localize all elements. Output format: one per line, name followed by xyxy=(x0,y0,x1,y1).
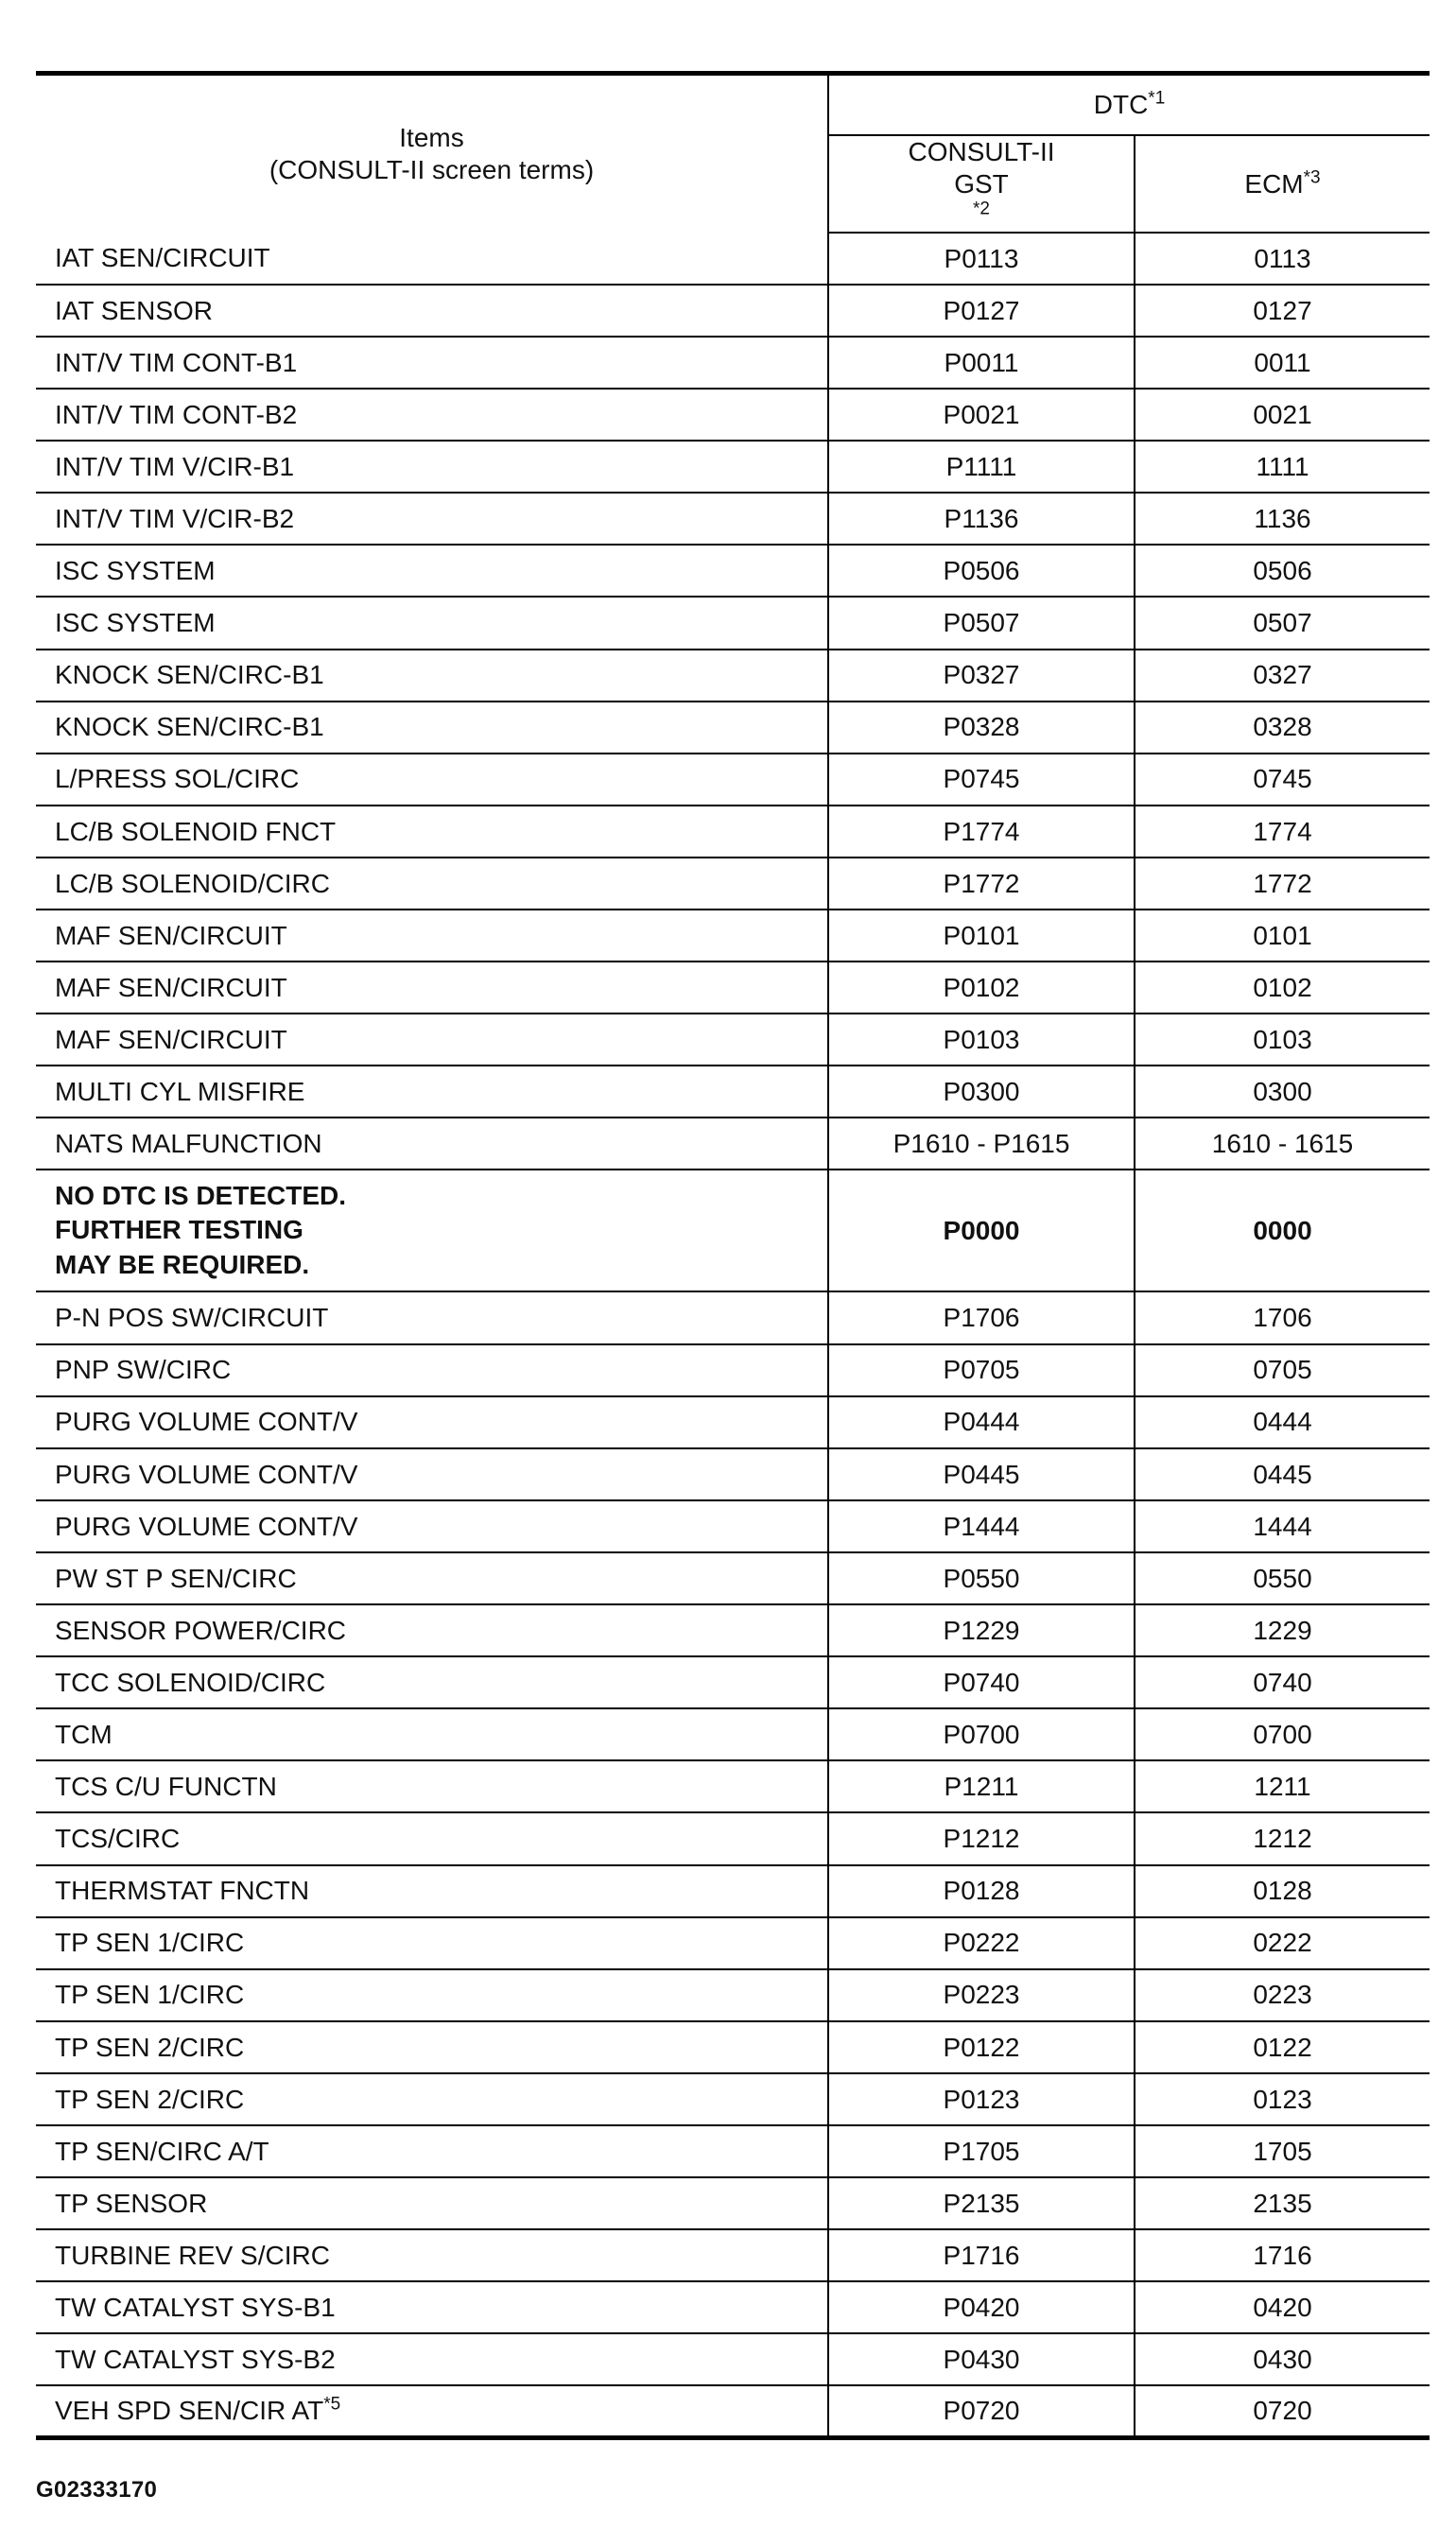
item-cell xyxy=(36,806,828,858)
item-cell xyxy=(36,1656,828,1708)
items-header-line2: (CONSULT-II screen terms) xyxy=(269,154,595,184)
item-cell xyxy=(36,1170,828,1291)
item-text: TCS C/U FUNCTN xyxy=(55,1772,277,1802)
ecm-code-cell: 0123 xyxy=(1135,2073,1430,2125)
consult-gst-code-cell: P0103 xyxy=(828,1014,1135,1066)
table-row xyxy=(36,441,1430,493)
table-row xyxy=(36,1708,1430,1760)
item-cell xyxy=(36,1552,828,1604)
item-text: PURG VOLUME CONT/V xyxy=(55,1459,358,1489)
item-cell xyxy=(36,962,828,1014)
consult-gst-code-cell: P1706 xyxy=(828,1291,1135,1343)
table-row xyxy=(36,493,1430,545)
item-text: INT/V TIM V/CIR-B1 xyxy=(55,451,295,481)
table-row xyxy=(36,1118,1430,1170)
table-row xyxy=(36,2229,1430,2281)
ecm-code-cell: 0011 xyxy=(1135,337,1430,389)
item-text: TP SEN 1/CIRC xyxy=(55,1928,245,1958)
items-column-header xyxy=(36,74,828,233)
ecm-code-cell: 0420 xyxy=(1135,2281,1430,2333)
ecm-code-cell: 0021 xyxy=(1135,389,1430,441)
table-row xyxy=(36,233,1430,285)
consult-gst-code-cell: P1610 - P1615 xyxy=(828,1118,1135,1170)
item-cell xyxy=(36,1708,828,1760)
dtc-header-label: DTC xyxy=(1093,90,1149,120)
table-row xyxy=(36,2177,1430,2229)
ecm-code-cell: 1444 xyxy=(1135,1500,1430,1552)
item-cell xyxy=(36,1396,828,1448)
ecm-code-cell: 0222 xyxy=(1135,1917,1430,1969)
consult-gst-code-cell: P0445 xyxy=(828,1448,1135,1500)
ecm-code-cell: 0300 xyxy=(1135,1066,1430,1118)
consult-gst-code-cell: P0745 xyxy=(828,754,1135,806)
item-text: PW ST P SEN/CIRC xyxy=(55,1563,297,1593)
item-text: TCM xyxy=(55,1719,113,1749)
consult-gst-code-cell: P0223 xyxy=(828,1969,1135,2021)
ecm-code-cell: 1772 xyxy=(1135,858,1430,910)
table-row xyxy=(36,337,1430,389)
consult-gst-code-cell: P1136 xyxy=(828,493,1135,545)
consult-gst-code-cell: P0720 xyxy=(828,2385,1135,2437)
consult-gst-code-cell: P0444 xyxy=(828,1396,1135,1448)
item-cell xyxy=(36,1448,828,1500)
item-footnote-mark: *5 xyxy=(323,2395,341,2416)
consult-gst-code-cell: P1772 xyxy=(828,858,1135,910)
item-cell xyxy=(36,2073,828,2125)
consult-gst-code-cell: P0123 xyxy=(828,2073,1135,2125)
table-row xyxy=(36,1552,1430,1604)
item-text: TP SEN/CIRC A/T xyxy=(55,2136,269,2166)
item-text: PNP SW/CIRC xyxy=(55,1355,232,1385)
consult-gst-code-cell: P0300 xyxy=(828,1066,1135,1118)
dtc-table-sheet xyxy=(36,71,1430,2440)
item-text: SENSOR POWER/CIRC xyxy=(55,1615,347,1645)
item-cell xyxy=(36,1344,828,1396)
ecm-code-cell: 0507 xyxy=(1135,597,1430,649)
consult-gst-code-cell: P0222 xyxy=(828,1917,1135,1969)
dtc-header-note: *1 xyxy=(1148,88,1166,109)
item-cell xyxy=(36,597,828,649)
item-line: NO DTC IS DETECTED. xyxy=(55,1180,347,1210)
item-line: MAY BE REQUIRED. xyxy=(55,1250,310,1280)
ecm-code-cell: 0705 xyxy=(1135,1344,1430,1396)
table-row xyxy=(36,2073,1430,2125)
item-cell xyxy=(36,1500,828,1552)
table-row xyxy=(36,389,1430,441)
consult-gst-code-cell: P1211 xyxy=(828,1760,1135,1812)
consult-gst-code-cell: P1444 xyxy=(828,1500,1135,1552)
table-header xyxy=(36,74,1430,233)
ecm-code-cell: 1705 xyxy=(1135,2125,1430,2177)
table-row xyxy=(36,1448,1430,1500)
item-cell xyxy=(36,233,828,285)
item-text: INT/V TIM CONT-B1 xyxy=(55,347,298,377)
item-text: NATS MALFUNCTION xyxy=(55,1129,322,1159)
ecm-code-cell: 0102 xyxy=(1135,962,1430,1014)
item-cell xyxy=(36,1812,828,1864)
consult-gst-code-cell: P0430 xyxy=(828,2333,1135,2385)
consult-gst-code-cell: P0011 xyxy=(828,337,1135,389)
consult-gst-code-cell: P0000 xyxy=(828,1170,1135,1291)
consult-gst-code-cell: P0122 xyxy=(828,2021,1135,2073)
item-text: THERMSTAT FNCTN xyxy=(55,1876,310,1906)
item-text: L/PRESS SOL/CIRC xyxy=(55,764,300,794)
dtc-group-header xyxy=(828,74,1430,136)
ecm-code-cell: 0101 xyxy=(1135,910,1430,962)
consult-gst-code-cell: P1111 xyxy=(828,441,1135,493)
table-row xyxy=(36,1291,1430,1343)
ecm-column-header xyxy=(1135,135,1430,233)
item-cell xyxy=(36,1014,828,1066)
dtc-table xyxy=(36,71,1430,2440)
item-cell xyxy=(36,2021,828,2073)
consult-gst-code-cell: P1705 xyxy=(828,2125,1135,2177)
table-row xyxy=(36,1014,1430,1066)
item-cell xyxy=(36,441,828,493)
item-text: TCS/CIRC xyxy=(55,1824,181,1854)
item-cell xyxy=(36,1917,828,1969)
consult-gst-code-cell: P0700 xyxy=(828,1708,1135,1760)
ecm-code-cell: 0103 xyxy=(1135,1014,1430,1066)
item-text: TP SENSOR xyxy=(55,2188,208,2218)
ecm-header-label: ECM xyxy=(1244,168,1304,199)
consult-gst-code-cell: P0507 xyxy=(828,597,1135,649)
ecm-header-note: *3 xyxy=(1303,167,1321,188)
ecm-code-cell: 0122 xyxy=(1135,2021,1430,2073)
item-text: TURBINE REV S/CIRC xyxy=(55,2240,330,2270)
ecm-code-cell: 0745 xyxy=(1135,754,1430,806)
consult-gst-code-cell: P0420 xyxy=(828,2281,1135,2333)
item-text: TW CATALYST SYS-B1 xyxy=(55,2293,336,2322)
table-row xyxy=(36,1170,1430,1291)
table-row xyxy=(36,1604,1430,1656)
item-text: MULTI CYL MISFIRE xyxy=(55,1077,305,1107)
ecm-code-cell: 1212 xyxy=(1135,1812,1430,1864)
consult-gst-code-cell: P0021 xyxy=(828,389,1135,441)
table-row xyxy=(36,2333,1430,2385)
ecm-code-cell: 2135 xyxy=(1135,2177,1430,2229)
item-text: PURG VOLUME CONT/V xyxy=(55,1407,358,1437)
item-text: TP SEN 2/CIRC xyxy=(55,2032,245,2062)
item-cell xyxy=(36,1969,828,2021)
item-text: PURG VOLUME CONT/V xyxy=(55,1511,358,1541)
item-cell xyxy=(36,337,828,389)
consult-gst-code-cell: P1229 xyxy=(828,1604,1135,1656)
item-text: LC/B SOLENOID FNCT xyxy=(55,816,337,846)
table-row xyxy=(36,1066,1430,1118)
item-text: KNOCK SEN/CIRC-B1 xyxy=(55,712,324,742)
table-row xyxy=(36,597,1430,649)
item-text: ISC SYSTEM xyxy=(55,608,216,638)
table-row xyxy=(36,754,1430,806)
consult-gst-code-cell: P1716 xyxy=(828,2229,1135,2281)
item-cell xyxy=(36,858,828,910)
ecm-code-cell: 0327 xyxy=(1135,650,1430,702)
ecm-code-cell: 0128 xyxy=(1135,1865,1430,1917)
ecm-code-cell: 0223 xyxy=(1135,1969,1430,2021)
table-row xyxy=(36,1656,1430,1708)
item-cell xyxy=(36,2333,828,2385)
item-text: IAT SEN/CIRCUIT xyxy=(55,243,270,273)
item-line: FURTHER TESTING xyxy=(55,1215,303,1245)
table-row xyxy=(36,1969,1430,2021)
table-row xyxy=(36,285,1430,337)
consult-gst-code-cell: P1774 xyxy=(828,806,1135,858)
table-row xyxy=(36,1917,1430,1969)
item-cell xyxy=(36,1118,828,1170)
item-cell xyxy=(36,754,828,806)
consult-gst-code-cell: P0102 xyxy=(828,962,1135,1014)
item-text: LC/B SOLENOID/CIRC xyxy=(55,868,330,898)
table-row xyxy=(36,806,1430,858)
ecm-code-cell: 0000 xyxy=(1135,1170,1430,1291)
ecm-code-cell: 1610 - 1615 xyxy=(1135,1118,1430,1170)
figure-id-label: G02333170 xyxy=(36,2477,158,2503)
item-cell xyxy=(36,2177,828,2229)
consult-header-line1: CONSULT-II xyxy=(908,137,1055,166)
items-header-line1: Items xyxy=(399,123,464,153)
table-row xyxy=(36,1760,1430,1812)
ecm-code-cell: 0720 xyxy=(1135,2385,1430,2437)
item-text: VEH SPD SEN/CIR AT xyxy=(55,2396,324,2426)
item-text: IAT SENSOR xyxy=(55,295,214,325)
item-text: INT/V TIM CONT-B2 xyxy=(55,399,298,429)
item-text: MAF SEN/CIRCUIT xyxy=(55,1024,287,1054)
item-cell xyxy=(36,2385,828,2437)
consult-header-note: *2 xyxy=(973,199,990,219)
table-row xyxy=(36,1812,1430,1864)
item-cell xyxy=(36,493,828,545)
consult-header-line2: GST $^{*2}$ xyxy=(954,168,1009,219)
consult-gst-code-cell: P0740 xyxy=(828,1656,1135,1708)
ecm-code-cell: 0430 xyxy=(1135,2333,1430,2385)
item-text: MAF SEN/CIRCUIT xyxy=(55,972,287,1002)
item-cell xyxy=(36,2125,828,2177)
ecm-code-cell: 0113 xyxy=(1135,233,1430,285)
consult-gst-code-cell: P2135 xyxy=(828,2177,1135,2229)
table-body xyxy=(36,233,1430,2438)
ecm-code-cell: 0445 xyxy=(1135,1448,1430,1500)
item-cell xyxy=(36,2281,828,2333)
item-cell xyxy=(36,1066,828,1118)
table-row xyxy=(36,702,1430,754)
table-row xyxy=(36,1344,1430,1396)
ecm-code-cell: 1211 xyxy=(1135,1760,1430,1812)
ecm-code-cell: 0700 xyxy=(1135,1708,1430,1760)
item-cell xyxy=(36,1291,828,1343)
table-row xyxy=(36,1396,1430,1448)
ecm-code-cell: 1136 xyxy=(1135,493,1430,545)
ecm-code-cell: 1774 xyxy=(1135,806,1430,858)
item-cell xyxy=(36,1865,828,1917)
ecm-code-cell: 1229 xyxy=(1135,1604,1430,1656)
ecm-code-cell: 0740 xyxy=(1135,1656,1430,1708)
item-cell xyxy=(36,910,828,962)
table-row xyxy=(36,962,1430,1014)
item-text: ISC SYSTEM xyxy=(55,556,216,586)
item-cell xyxy=(36,545,828,597)
ecm-code-cell: 0550 xyxy=(1135,1552,1430,1604)
consult-column-header xyxy=(828,135,1135,233)
table-row xyxy=(36,2021,1430,2073)
consult-gst-code-cell: P0327 xyxy=(828,650,1135,702)
item-cell xyxy=(36,1760,828,1812)
item-cell xyxy=(36,650,828,702)
item-cell xyxy=(36,285,828,337)
consult-gst-code-cell: P0113 xyxy=(828,233,1135,285)
item-text: TP SEN 1/CIRC xyxy=(55,1980,245,2010)
table-row xyxy=(36,1500,1430,1552)
table-row xyxy=(36,1865,1430,1917)
consult-gst-code-cell: P0128 xyxy=(828,1865,1135,1917)
consult-gst-code-cell: P0127 xyxy=(828,285,1135,337)
item-cell xyxy=(36,389,828,441)
ecm-code-cell: 0444 xyxy=(1135,1396,1430,1448)
item-cell xyxy=(36,702,828,754)
consult-gst-code-cell: P1212 xyxy=(828,1812,1135,1864)
item-cell xyxy=(36,2229,828,2281)
table-row xyxy=(36,545,1430,597)
item-text: TW CATALYST SYS-B2 xyxy=(55,2345,336,2375)
ecm-code-cell: 1706 xyxy=(1135,1291,1430,1343)
ecm-code-cell: 1111 xyxy=(1135,441,1430,493)
item-text: P-N POS SW/CIRCUIT xyxy=(55,1303,329,1333)
item-text: KNOCK SEN/CIRC-B1 xyxy=(55,660,324,690)
item-text: MAF SEN/CIRCUIT xyxy=(55,920,287,950)
item-text: TP SEN 2/CIRC xyxy=(55,2084,245,2114)
table-row xyxy=(36,650,1430,702)
table-row xyxy=(36,2385,1430,2437)
consult-gst-code-cell: P0506 xyxy=(828,545,1135,597)
item-text: INT/V TIM V/CIR-B2 xyxy=(55,504,295,533)
ecm-code-cell: 0506 xyxy=(1135,545,1430,597)
ecm-code-cell: 0328 xyxy=(1135,702,1430,754)
table-row xyxy=(36,858,1430,910)
item-text: TCC SOLENOID/CIRC xyxy=(55,1667,326,1697)
ecm-code-cell: 0127 xyxy=(1135,285,1430,337)
consult-gst-code-cell: P0101 xyxy=(828,910,1135,962)
consult-gst-code-cell: P0328 xyxy=(828,702,1135,754)
table-row xyxy=(36,910,1430,962)
consult-gst-code-cell: P0705 xyxy=(828,1344,1135,1396)
table-row xyxy=(36,2125,1430,2177)
item-cell xyxy=(36,1604,828,1656)
table-row xyxy=(36,2281,1430,2333)
ecm-code-cell: 1716 xyxy=(1135,2229,1430,2281)
consult-gst-code-cell: P0550 xyxy=(828,1552,1135,1604)
